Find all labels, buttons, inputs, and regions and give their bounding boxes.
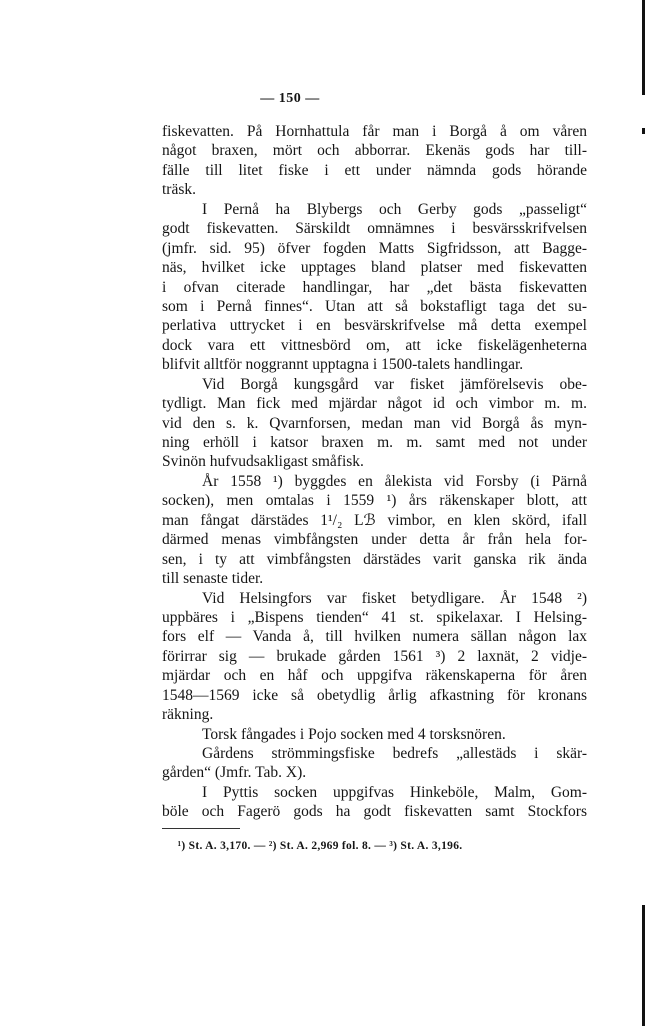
page-number: — 150 — (260, 91, 320, 106)
text-line: I Pyttis socken uppgifvas Hinkeböle, Malm, Gom- (202, 783, 587, 801)
text-line: socken), men omtalas i 1559 ¹) års räkenskaper blott, att (162, 492, 587, 510)
text-line: uppbäres i „Bispens tienden“ 41 st. spikelaxar. I Helsing- (162, 608, 587, 626)
text-line: dock vara ett vittnesbörd om, att icke fiskelägenheterna (162, 336, 587, 354)
text-line: Torsk fångades i Pojo socken med 4 torsksnören. (202, 725, 506, 743)
text-line: fälle till litet fiske i ett under nämnda gods hörande (162, 161, 587, 179)
text-line: näs, hvilket icke upptages bland platser med fiskevatten (162, 259, 587, 277)
text-line: förirrar sig — brukade gården 1561 ³) 2 laxnät, 2 vidje- (162, 647, 587, 665)
footnote-divider (162, 828, 240, 829)
text-line: Svinön hufvudsakligast småfisk. (162, 453, 364, 471)
text-line: 1548—1569 icke så obetydlig årlig afkastning för kronans (162, 686, 587, 704)
text-line: man fångat därstädes 1¹/₂ Lℬ vimbor, en klen skörd, ifall (162, 511, 587, 529)
text-line: I Pernå ha Blybergs och Gerby gods „passeligt“ (202, 200, 587, 218)
text-line: ning erhöll i katsor braxen m. m. samt med not under (162, 434, 587, 451)
text-line: träsk. (162, 181, 197, 199)
text-line: blifvit alltför noggrannt upptagna i 1500-talets handlingar. (162, 356, 524, 374)
text-line: sen, i ty att vimbfångsten därstädes varit ganska rik ända (162, 550, 587, 568)
text-line: perlativa uttrycket i en besvärskrifvelse må detta exempel (162, 317, 587, 335)
text-line: räkning. (162, 706, 214, 724)
text-line: därmed menas vimbfångsten under detta år från hela for- (162, 531, 587, 549)
text-line: mjärdar och en håf och uppgifva räkenskaperna för åren (162, 667, 587, 685)
text-line: i ofvan citerade handlingar, har „det bästa fiskevatten (162, 278, 587, 296)
text-line: Vid Helsingfors var fisket betydligare. År 1548 ²) (202, 589, 587, 607)
scan-edge-line (642, 0, 647, 1026)
text-line: böle och Fagerö gods ha godt fiskevatten samt Stockfors (162, 803, 587, 821)
text-line: Gårdens strömmingsfiske bedrefs „allestäds i skär- (202, 745, 587, 762)
text-line: till senaste tider. (162, 570, 264, 588)
text-line: År 1558 ¹) byggdes en ålekista vid Forsby (i Pärnå (202, 472, 587, 490)
text-line: fors elf — Vanda å, till hvilken numera sällan någon lax (162, 628, 587, 646)
text-line: som i Pernå finnes“. Utan att så bokstafligt taga det su- (162, 297, 587, 315)
text-line: Vid Borgå kungsgård var fisket jämförelsevis obe- (202, 375, 587, 393)
text-line: (jmfr. sid. 95) öfver fogden Matts Sigfridsson, att Bagge- (162, 239, 587, 257)
text-line: vid den s. k. Qvarnforsen, medan man vid Borgå ås myn- (162, 414, 587, 432)
text-line: tydligt. Man fick med mjärdar något id och vimbor m. m. (162, 395, 587, 413)
text-line: godt fiskevatten. Särskildt omnämnes i besvärsskrifvelsen (162, 220, 587, 238)
footnotes: ¹) St. A. 3,170. — ²) St. A. 2,969 fol. 8. — ³) St. A. 3,196. (177, 840, 463, 852)
text-line: något braxen, mört och abborrar. Ekenäs gods har till- (162, 142, 587, 160)
text-line: fiskevatten. På Hornhattula får man i Borgå å om våren (162, 123, 587, 140)
text-line: gården“ (Jmfr. Tab. X). (162, 764, 307, 782)
body-text (162, 122, 587, 822)
